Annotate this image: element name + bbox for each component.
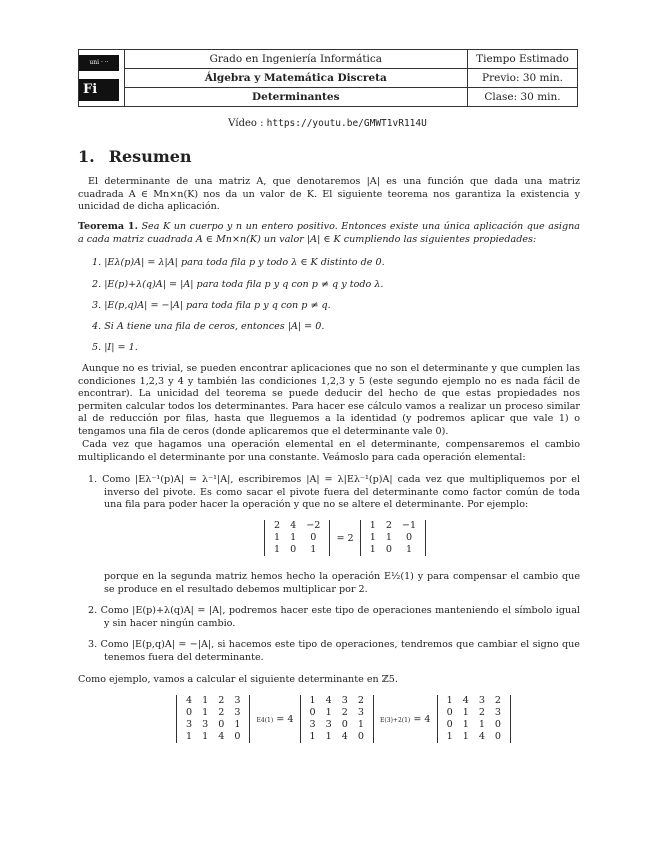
matrix-entry: 2 bbox=[218, 695, 225, 706]
header-table bbox=[78, 49, 578, 107]
matrix-entry: 1 bbox=[309, 695, 316, 706]
topic-title: Determinantes bbox=[124, 88, 467, 107]
example2-equation bbox=[176, 695, 511, 743]
matrix-entry: 1 bbox=[462, 731, 469, 742]
theorem-item-4: 4. Si A tiene una fila de ceros, entonces |A| = 0. bbox=[92, 321, 325, 332]
example1-matrix-1-row bbox=[269, 532, 325, 544]
video-line bbox=[0, 118, 655, 129]
matrix-entry: −2 bbox=[306, 520, 321, 531]
matrix-entry: 0 bbox=[234, 731, 241, 742]
matrix-entry: 2 bbox=[385, 520, 392, 531]
section-heading bbox=[78, 147, 192, 166]
theorem-paragraph bbox=[78, 221, 580, 246]
matrix-entry: 2 bbox=[274, 520, 281, 531]
matrix-entry: 0 bbox=[186, 707, 193, 718]
matrix-entry: 1 bbox=[325, 731, 332, 742]
matrix-entry: 0 bbox=[341, 719, 348, 730]
estimated-time-title: Tiempo Estimado bbox=[467, 50, 577, 69]
example2-matrix-3-row bbox=[442, 695, 506, 707]
matrix-entry: 0 bbox=[310, 532, 317, 543]
matrix-entry: 1 bbox=[290, 532, 297, 543]
matrix-entry: 0 bbox=[218, 719, 225, 730]
matrix-entry: 1 bbox=[478, 719, 485, 730]
matrix-entry: 3 bbox=[234, 695, 241, 706]
matrix-entry: 1 bbox=[446, 731, 453, 742]
theorem-text: Sea K un cuerpo y n un entero positivo. Entonces existe una única aplicación que asigna a cada matriz cuadrada A ∈ Mn×n(K) un valor |A| ∈ K cumpliendo las siguientes propiedades: bbox=[78, 221, 581, 245]
university-logo bbox=[79, 51, 119, 106]
example2-op-2: E(3)+2(1) bbox=[380, 716, 411, 724]
example2-op-1: E4(1) bbox=[256, 716, 274, 724]
example2-step-2 bbox=[377, 714, 434, 725]
matrix-entry: 0 bbox=[357, 731, 364, 742]
example1-equation bbox=[264, 520, 426, 556]
matrix-entry: 0 bbox=[405, 532, 413, 543]
example2-eq-1: = 4 bbox=[276, 713, 294, 725]
example1-matrix-1 bbox=[264, 520, 330, 556]
matrix-entry: 0 bbox=[494, 731, 502, 742]
example2-matrix-1-row bbox=[181, 707, 245, 719]
matrix-entry: 1 bbox=[357, 719, 364, 730]
example1-matrix-1-row bbox=[269, 520, 325, 532]
logo-bottom-text: Fi bbox=[79, 79, 119, 101]
theorem-item-1: 1. |Eλ(p)A| = λ|A| para toda fila p y todo λ ∈ K distinto de 0. bbox=[92, 257, 385, 268]
example2-matrix-1-row bbox=[181, 731, 245, 743]
matrix-entry: 4 bbox=[478, 731, 485, 742]
matrix-entry: 3 bbox=[494, 707, 502, 718]
example2-matrix-2-row bbox=[305, 695, 369, 707]
example2-matrix-2-row bbox=[305, 719, 369, 731]
matrix-entry: 3 bbox=[234, 707, 241, 718]
section-title: Resumen bbox=[108, 147, 192, 166]
theorem-item-5: 5. |I| = 1. bbox=[92, 342, 138, 353]
theorem-label: Teorema 1. bbox=[78, 221, 138, 232]
example2-step-1 bbox=[254, 714, 297, 725]
matrix-entry: 4 bbox=[290, 520, 297, 531]
matrix-entry: 4 bbox=[218, 731, 225, 742]
matrix-entry: 3 bbox=[478, 695, 485, 706]
example2-eq-2: = 4 bbox=[413, 713, 431, 725]
example1-matrix-2-row bbox=[365, 520, 421, 532]
example-intro: Como ejemplo, vamos a calcular el siguiente determinante en ℤ5. bbox=[78, 674, 398, 685]
matrix-entry: 2 bbox=[478, 707, 485, 718]
example2-matrix-3 bbox=[437, 695, 511, 743]
previo-time: Previo: 30 min. bbox=[467, 69, 577, 88]
matrix-entry: 0 bbox=[385, 544, 392, 555]
matrix-entry: 4 bbox=[462, 695, 469, 706]
matrix-entry: 0 bbox=[446, 707, 453, 718]
example2-matrix-2 bbox=[300, 695, 374, 743]
matrix-entry: 3 bbox=[325, 719, 332, 730]
matrix-entry: 1 bbox=[202, 695, 209, 706]
matrix-entry: 2 bbox=[341, 707, 348, 718]
operation-1: 1. Como |Eλ⁻¹(p)A| = λ⁻¹|A|, escribiremos |A| = λ|Eλ⁻¹(p)A| cada vez que multipliquemos por el inverso del pivote. Es como sacar el pivote fuera del determinante como factor común de toda una fila para poder hacer la operación y que no se altere el determinante. Por ejemplo: bbox=[88, 474, 580, 511]
matrix-entry: 1 bbox=[274, 532, 281, 543]
matrix-entry: 1 bbox=[202, 731, 209, 742]
matrix-entry: 1 bbox=[446, 695, 453, 706]
example1-matrix-1-row bbox=[269, 544, 325, 556]
matrix-entry: 1 bbox=[462, 707, 469, 718]
theorem-item-2: 2. |E(p)+λ(q)A| = |A| para toda fila p y q con p ≠ q y todo λ. bbox=[92, 279, 384, 290]
matrix-entry: 1 bbox=[202, 707, 209, 718]
matrix-entry: 1 bbox=[310, 544, 317, 555]
clase-time: Clase: 30 min. bbox=[467, 88, 577, 107]
degree-cell: Grado en Ingeniería Informática bbox=[124, 50, 467, 69]
example2-matrix-2-row bbox=[305, 707, 369, 719]
operation-1-explanation: porque en la segunda matriz hemos hecho la operación E½(1) y para compensar el cambio que se produce en el resultado debemos multiplicar por 2. bbox=[104, 571, 580, 595]
logo-top-text: uni · ·· bbox=[79, 55, 119, 71]
example2-matrix-1 bbox=[176, 695, 250, 743]
matrix-entry: 0 bbox=[446, 719, 453, 730]
matrix-entry: 1 bbox=[405, 544, 413, 555]
matrix-entry: 1 bbox=[369, 544, 376, 555]
matrix-entry: 3 bbox=[341, 695, 348, 706]
example2-matrix-3-row bbox=[442, 731, 506, 743]
matrix-entry: 4 bbox=[341, 731, 348, 742]
example1-matrix-2-row bbox=[365, 532, 421, 544]
example2-matrix-3-row bbox=[442, 719, 506, 731]
matrix-entry: −1 bbox=[401, 520, 417, 531]
matrix-entry: 1 bbox=[385, 532, 392, 543]
matrix-entry: 0 bbox=[309, 707, 316, 718]
matrix-entry: 1 bbox=[186, 731, 193, 742]
example2-matrix-3-row bbox=[442, 707, 506, 719]
matrix-entry: 0 bbox=[290, 544, 297, 555]
matrix-entry: 1 bbox=[325, 707, 332, 718]
matrix-entry: 2 bbox=[357, 695, 364, 706]
logo-cell bbox=[79, 50, 125, 107]
course-title: Álgebra y Matemática Discreta bbox=[124, 69, 467, 88]
example2-matrix-1-row bbox=[181, 719, 245, 731]
operation-2: 2. Como |E(p)+λ(q)A| = |A|, podremos hacer este tipo de operaciones manteniendo el símbolo igual y sin hacer ningún cambio. bbox=[88, 605, 580, 629]
matrix-entry: 1 bbox=[369, 532, 376, 543]
example1-equals: = 2 bbox=[336, 532, 354, 544]
matrix-entry: 0 bbox=[494, 719, 502, 730]
paragraph-operations: Cada vez que hagamos una operación elemental en el determinante, compensaremos el cambio multiplicando el determinante por una constante. Veámoslo para cada operación elemental: bbox=[78, 439, 580, 463]
video-label: Vídeo : bbox=[228, 118, 267, 129]
matrix-entry: 3 bbox=[309, 719, 316, 730]
operation-3: 3. Como |E(p,q)A| = −|A|, si hacemos este tipo de operaciones, tendremos que cambiar el signo que tenemos fuera del determinante. bbox=[88, 639, 580, 663]
matrix-entry: 2 bbox=[218, 707, 225, 718]
matrix-entry: 1 bbox=[369, 520, 376, 531]
matrix-entry: 3 bbox=[202, 719, 209, 730]
section-number: 1. bbox=[78, 147, 95, 166]
matrix-entry: 4 bbox=[325, 695, 332, 706]
paragraph-uniqueness: Aunque no es trivial, se pueden encontrar aplicaciones que no son el determinante y que cumplen las condiciones 1,2,3 y 4 y también las condiciones 1,2,3 y 5 (este segundo ejemplo no es nada fácil de encontrar). La unicidad del teorema se puede deducir del hecho de que estas propiedades nos permiten calcular todos los determinantes. Para hacer ese cálculo vamos a realizar un proceso similar al de reducción por filas, hasta que lleguemos a la identidad (y podremos aplicar que vale 1) o tengamos una fila de ceros (donde aplicaremos que el determinante vale 0). bbox=[78, 363, 580, 437]
matrix-entry: 3 bbox=[186, 719, 193, 730]
example2-matrix-1-row bbox=[181, 695, 245, 707]
matrix-entry: 1 bbox=[234, 719, 241, 730]
matrix-entry: 3 bbox=[357, 707, 364, 718]
theorem-item-3: 3. |E(p,q)A| = −|A| para toda fila p y q con p ≠ q. bbox=[92, 300, 331, 311]
example1-matrix-2-row bbox=[365, 544, 421, 556]
intro-paragraph: El determinante de una matriz A, que denotaremos |A| es una función que dada una matriz cuadrada A ∈ Mn×n(K) nos da un valor de K. El siguiente teorema nos garantiza la existencia y unicidad de dicha aplicación. bbox=[78, 176, 580, 213]
matrix-entry: 4 bbox=[186, 695, 193, 706]
example1-matrix-2 bbox=[360, 520, 426, 556]
matrix-entry: 1 bbox=[309, 731, 316, 742]
matrix-entry: 1 bbox=[462, 719, 469, 730]
matrix-entry: 1 bbox=[274, 544, 281, 555]
video-link[interactable]: https://youtu.be/GMWT1vR114U bbox=[266, 118, 427, 129]
example2-matrix-2-row bbox=[305, 731, 369, 743]
matrix-entry: 2 bbox=[494, 695, 502, 706]
